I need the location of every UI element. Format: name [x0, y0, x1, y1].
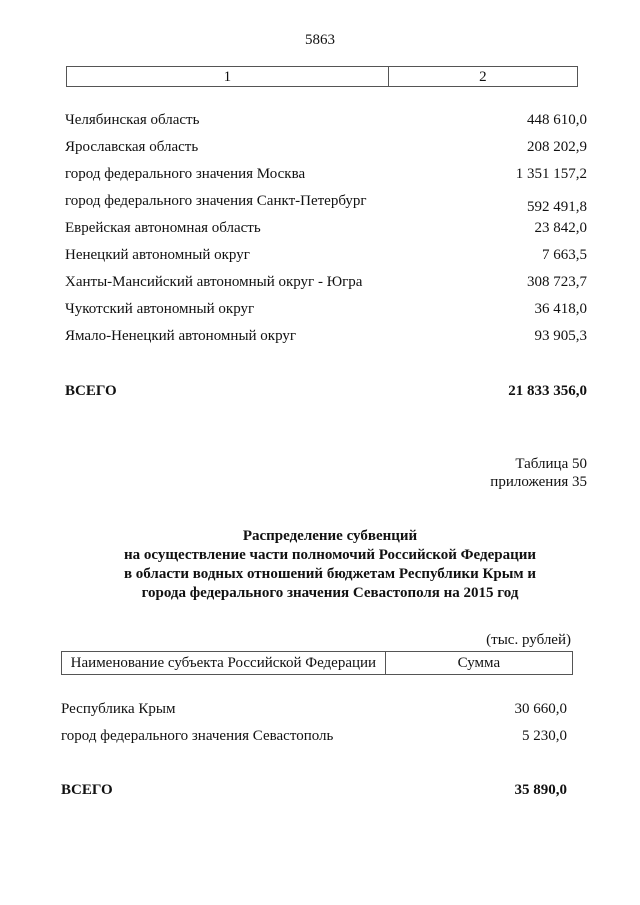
table2-total-value: 35 890,0 [514, 782, 567, 798]
table1-row-label: Ханты-Мансийский автономный округ - Югра [65, 274, 363, 290]
table1-row-value: 1 351 157,2 [515, 166, 587, 182]
table1-row-label: Ненецкий автономный округ [65, 247, 250, 263]
title-line: города федерального значения Севастополя на 2015 год [141, 585, 519, 601]
table2-row-value: 30 660,0 [514, 701, 567, 717]
table1-row-value: 23 842,0 [534, 220, 587, 236]
table2-title [90, 527, 570, 603]
table1-row-label: город федерального значения Москва [65, 166, 306, 182]
table1-row-label: Ямало-Ненецкий автономный округ [65, 328, 297, 344]
units-label: (тыс. рублей) [486, 632, 571, 648]
table2-row-label: Республика Крым [61, 701, 176, 717]
table1-row-label: город федерального значения Санкт-Петербург [65, 193, 367, 209]
table2-col1-header: Наименование субъекта Российской Федерации [70, 655, 377, 671]
table2-row-value: 5 230,0 [522, 728, 567, 744]
table1-row-value: 36 418,0 [534, 301, 587, 317]
table1-row-value: 7 663,5 [542, 247, 587, 263]
table1-header [66, 66, 578, 87]
table1-col2-header: 2 [388, 67, 577, 86]
table2-row-label: город федерального значения Севастополь [61, 728, 334, 744]
table1-total-value: 21 833 356,0 [508, 383, 587, 399]
title-line: на осуществление части полномочий Российской Федерации [123, 547, 537, 563]
table1-row-value: 208 202,9 [527, 139, 587, 155]
table1-row-value: 308 723,7 [527, 274, 587, 290]
table1-row-value: 448 610,0 [527, 112, 587, 128]
table2-header [61, 651, 573, 675]
table1-row-value: 93 905,3 [534, 328, 587, 344]
title-line: в области водных отношений бюджетам Республики Крым и [123, 566, 537, 582]
table2-total-label: ВСЕГО [61, 782, 113, 798]
table-number: Таблица 50 [515, 456, 587, 472]
table2-col2-header: Сумма [385, 652, 572, 674]
title-line: Распределение субвенций [242, 528, 418, 544]
table1-total-label: ВСЕГО [65, 383, 117, 399]
page-number: 5863 [305, 32, 335, 48]
table1-row-label: Чукотский автономный округ [65, 301, 255, 317]
appendix-number: приложения 35 [490, 474, 587, 490]
table1-col1-header: 1 [223, 69, 232, 85]
table1-row-label: Еврейская автономная область [65, 220, 261, 236]
table1-row-label: Ярославская область [65, 139, 199, 155]
table1-row-value: 592 491,8 [527, 199, 587, 215]
table1-row-label: Челябинская область [65, 112, 200, 128]
